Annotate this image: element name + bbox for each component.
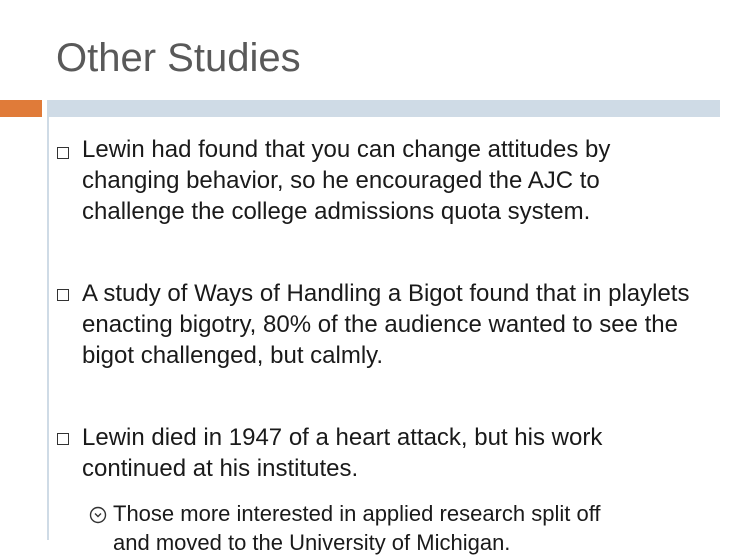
bullet-text: A study of Ways of Handling a Bigot found that in playlets enacting bigotry, 80% of the audience wanted to see the bigot challenged, but calmly. [82,280,690,369]
square-bullet-icon [57,289,69,301]
bullet-text: Lewin had found that you can change attitudes by changing behavior, so he encouraged the AJC to challenge the college admissions quota system. [82,136,611,225]
bullet-text: Lewin died in 1947 of a heart attack, but his work continued at his institutes. [82,424,603,482]
left-vertical-rule [47,100,49,540]
square-bullet-icon [57,147,69,159]
sub-bullet-text-continued: and moved to the University of Michigan. [113,530,511,555]
square-bullet-icon [57,433,69,445]
title-divider-bar [48,100,720,117]
slide-title: Other Studies [56,36,301,80]
sub-bullet-text: Those more interested in applied research split off [113,501,601,526]
circle-arrow-icon [89,506,107,524]
title-accent-bar [0,100,42,117]
